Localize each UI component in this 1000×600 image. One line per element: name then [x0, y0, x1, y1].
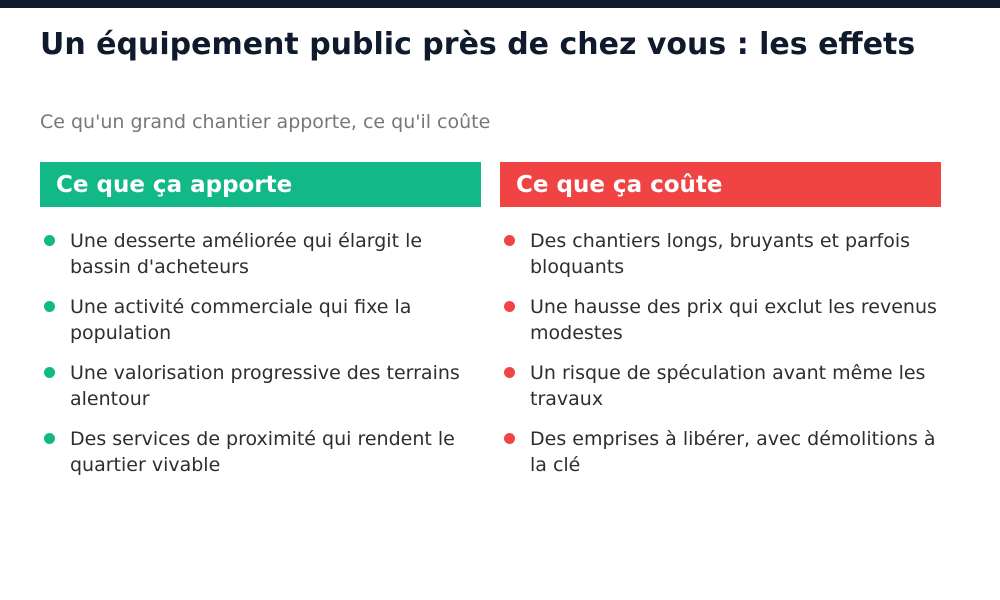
page-subtitle: Ce qu'un grand chantier apporte, ce qu'il coûte — [40, 111, 491, 133]
red-bullet-icon — [504, 235, 515, 246]
cons-list-item — [500, 228, 941, 280]
green-bullet-icon — [44, 301, 55, 312]
red-bullet-icon — [504, 367, 515, 378]
pros-item-text: Des services de proximité qui rendent le quartier vivable — [70, 428, 455, 476]
pros-list — [40, 228, 481, 478]
cons-item-text: Une hausse des prix qui exclut les revenus modestes — [530, 296, 937, 344]
cons-item-text: Un risque de spéculation avant même les travaux — [530, 362, 926, 410]
cons-list-item — [500, 360, 941, 412]
pros-item-text: Une valorisation progressive des terrains alentour — [70, 362, 460, 410]
green-bullet-icon — [44, 235, 55, 246]
pros-list-item — [40, 426, 481, 478]
pros-item-text: Une desserte améliorée qui élargit le bassin d'acheteurs — [70, 230, 423, 278]
pros-heading: Ce que ça apporte — [40, 162, 481, 207]
pros-column — [40, 162, 481, 492]
green-bullet-icon — [44, 367, 55, 378]
cons-heading: Ce que ça coûte — [500, 162, 941, 207]
page-title: Un équipement public près de chez vous : les effets — [40, 27, 916, 62]
cons-list-item — [500, 426, 941, 478]
pros-item-text: Une activité commerciale qui fixe la population — [70, 296, 412, 344]
pros-list-item — [40, 360, 481, 412]
cons-item-text: Des emprises à libérer, avec démolitions à la clé — [530, 428, 936, 476]
top-accent-bar — [0, 0, 1000, 8]
red-bullet-icon — [504, 433, 515, 444]
red-bullet-icon — [504, 301, 515, 312]
pros-list-item — [40, 294, 481, 346]
cons-list-item — [500, 294, 941, 346]
cons-list — [500, 228, 941, 478]
cons-item-text: Des chantiers longs, bruyants et parfois bloquants — [530, 230, 910, 278]
green-bullet-icon — [44, 433, 55, 444]
cons-column — [500, 162, 941, 492]
pros-list-item — [40, 228, 481, 280]
